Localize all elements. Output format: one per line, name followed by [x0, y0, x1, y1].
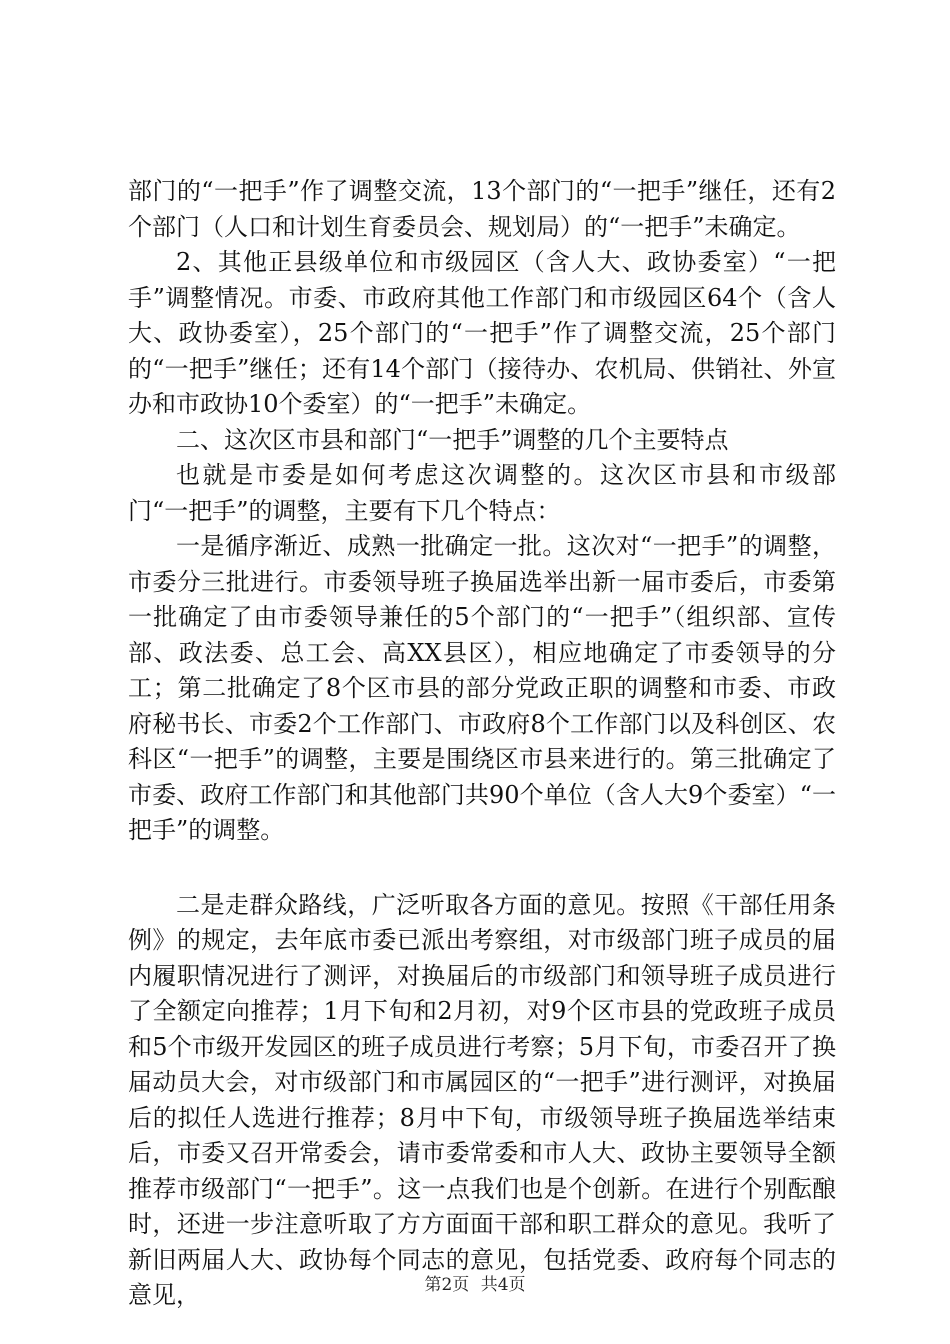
paragraph-feature-one: 一是循序渐近、成熟一批确定一批。这次对“一把手”的调整，市委分三批进行。市委领导班子换届选举出新一届市委后，市委第一批确定了由市委领导兼任的5个部门的“一把手”（组织部、宣传部、政法委、总工会、高XX县区），相应地确定了市委领导的分工；第二批确定了8个区市县的部分党政正职的调整和市委、市政府秘书长、市委2个工作部门、市政府8个工作部门以及科创区、农科区“一把手”的调整，主要是围绕区市县来进行的。第三批确定了市委、政府工作部门和其他部门共90个单位（含人大9个委室）“一把手”的调整。 [128, 532, 836, 844]
page-total: 共4页 [480, 1275, 526, 1295]
paragraph-item-2: 2、其他正县级单位和市级园区（含人大、政协委室）“一把手”调整情况。市委、市政府其他工作部门和市级园区64个（含人大、政协委室），25个部门的“一把手”作了调整交流，25个部门的“一把手”继任；还有14个部门（接待办、农机局、供销社、外宣办和市政协10个委室）的“一把手”未确定。 [128, 248, 836, 418]
paragraph-feature-two: 二是走群众路线，广泛听取各方面的意见。按照《干部任用条例》的规定，去年底市委已派出考察组，对市级部门班子成员的届内履职情况进行了测评，对换届后的市级部门和领导班子成员进行了全额定向推荐；1月下旬和2月初，对9个区市县的党政班子成员和5个市级开发园区的班子成员进行考察；5月下旬，市委召开了换届动员大会，对市级部门和市属园区的“一把手”进行测评，对换届后的拟任人选进行推荐；8月中下旬，市级领导班子换届选举结束后，市委又召开常委会，请市委常委和市人大、政协主要领导全额推荐市级部门“一把手”。这一点我们也是个创新。在进行个别酝酿时，还进一步注意听取了方方面面干部和职工群众的意见。我听了新旧两届人大、政协每个同志的意见，包括党委、政府每个同志的意见， [128, 890, 836, 1309]
document-body [128, 174, 836, 1314]
page-number: 第2页 [424, 1275, 470, 1295]
paragraph-intro: 也就是市委是如何考虑这次调整的。这次区市县和市级部门“一把手”的调整，主要有下几个特点： [128, 461, 836, 525]
paragraph-continuation: 部门的“一把手”作了调整交流，13个部门的“一把手”继任，还有2个部门（人口和计划生育委员会、规划局）的“一把手”未确定。 [128, 177, 836, 241]
section-heading: 二、这次区市县和部门“一把手”调整的几个主要特点 [176, 425, 729, 454]
page-footer [0, 1270, 950, 1295]
